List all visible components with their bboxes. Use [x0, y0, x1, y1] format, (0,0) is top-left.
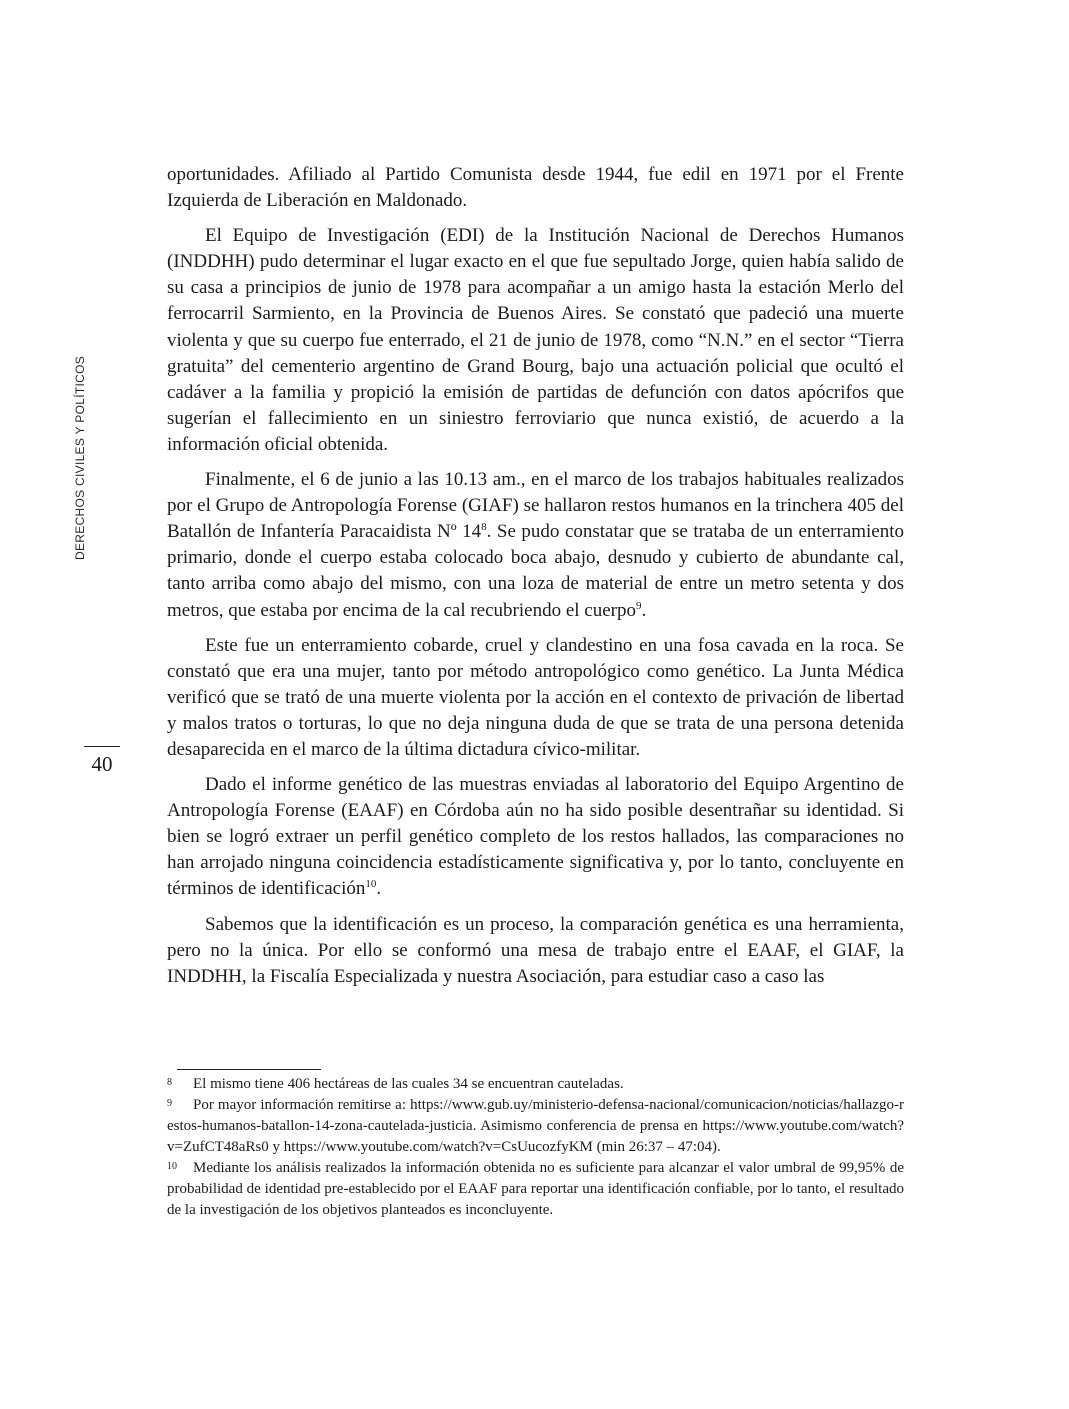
footnote-9 — [167, 1095, 904, 1158]
paragraph-3-text-b: . Se pudo constatar que se trataba de un enterramiento primario, donde el cuerpo estaba colocado boca abajo, desnudo y cubierto de abundante cal, tanto arriba como abajo del mismo, con una loza de material de entre un metro setenta y dos metros, que estaba por encima de la cal recubriendo el cuerpo — [167, 521, 904, 621]
footnote-ref-8[interactable]: 8 — [481, 521, 487, 534]
page-number-rule — [84, 746, 120, 747]
footnote-text[interactable]: Por mayor información remitirse a: https://www.gub.uy/ministerio-defensa-nacional/comunicacion/noticias/hallazgo-restos-humanos-batallon-14-zona-cautelada-justicia. Asimismo conferencia de prensa en https://www.youtube.com/watch?v=ZufCT48aRs0 y https://www.youtube.com/watch?v=CsUucozfyKM (min 26:37 – 47:04). — [167, 1097, 904, 1155]
paragraph-3 — [167, 467, 904, 624]
paragraph-4: Este fue un enterramiento cobarde, cruel y clandestino en una fosa cavada en la roca. Se constató que era una mujer, tanto por método antropológico como genético. La Junta Médica verificó que se trató de una muerte violenta por la acción en el contexto de privación de libertad y malos tratos o torturas, lo que no deja ninguna duda de que se trata de una persona detenida desaparecida en el marco de la última dictadura cívico-militar. — [167, 634, 904, 760]
paragraph-3-text-a: Finalmente, el 6 de junio a las 10.13 am., en el marco de los trabajos habituales realizados por el Grupo de Antropología Forense (GIAF) se hallaron restos humanos en la trinchera 405 del Batallón de Infantería Paracaidista Nº 14 — [167, 469, 904, 543]
paragraph-3-text-c: . — [641, 599, 647, 621]
paragraph-5 — [167, 772, 904, 902]
footnote-mark: 9 — [167, 1098, 172, 1109]
paragraph-6: Sabemos que la identificación es un proceso, la comparación genética es una herramienta, pero no la única. Por ello se conformó una mesa de trabajo entre el EAAF, el GIAF, la INDDHH, la Fiscalía Especializada y nuestra Asociación, para estudiar caso a caso las — [167, 913, 904, 987]
footnote-rule — [177, 1069, 321, 1070]
paragraph-5-text-a: Dado el informe genético de las muestras enviadas al laboratorio del Equipo Argentino de Antropología Forense (EAAF) en Córdoba aún no ha sido posible desentrañar su identidad. Si bien se logró extraer un perfil genético completo de los restos hallados, las comparaciones no han arrojado ninguna coincidencia estadísticamente significativa y, por lo tanto, concluyente en términos de identificación — [167, 774, 904, 900]
paragraph-1: oportunidades. Afiliado al Partido Comunista desde 1944, fue edil en 1971 por el Frente Izquierda de Liberación en Maldonado. — [167, 164, 904, 212]
footnote-8 — [167, 1074, 904, 1095]
footnote-text: El mismo tiene 406 hectáreas de las cuales 34 se encuentran cauteladas. — [193, 1076, 624, 1092]
body-text — [167, 162, 904, 999]
footnote-ref-10[interactable]: 10 — [365, 878, 377, 891]
footnote-ref-9[interactable]: 9 — [635, 599, 642, 612]
footnote-10 — [167, 1158, 904, 1221]
paragraph-5-text-b: . — [376, 878, 382, 900]
footnote-mark: 8 — [167, 1077, 172, 1088]
footnotes — [167, 1074, 904, 1221]
running-head: DERECHOS CIVILES Y POLÍTICOS — [73, 355, 87, 560]
footnote-text: Mediante los análisis realizados la información obtenida no es suficiente para alcanzar el valor umbral de 99,95% de probabilidad de identidad pre-establecido por el EAAF para reportar una identificación confiable, por lo tanto, el resultado de la investigación de los objetivos planteados es inconcluyente. — [167, 1160, 904, 1218]
footnote-mark: 10 — [167, 1161, 177, 1172]
page-number: 40 — [91, 752, 113, 776]
paragraph-2: El Equipo de Investigación (EDI) de la Institución Nacional de Derechos Humanos (INDDHH) pudo determinar el lugar exacto en el que fue sepultado Jorge, quien había salido de su casa a principios de junio de 1978 para acompañar a un amigo hasta la estación Merlo del ferrocarril Sarmiento, en la Provincia de Buenos Aires. Se constató que padeció una muerte violenta y que su cuerpo fue enterrado, el 21 de junio de 1978, como “N.N.” en el sector “Tierra gratuita” del cementerio argentino de Grand Bourg, bajo una actuación policial que ocultó el cadáver a la familia y propició la emisión de partidas de defunción con datos apócrifos que sugerían el fallecimiento en un siniestro ferroviario que nunca existió, de acuerdo a la información oficial obtenida. — [167, 225, 904, 455]
